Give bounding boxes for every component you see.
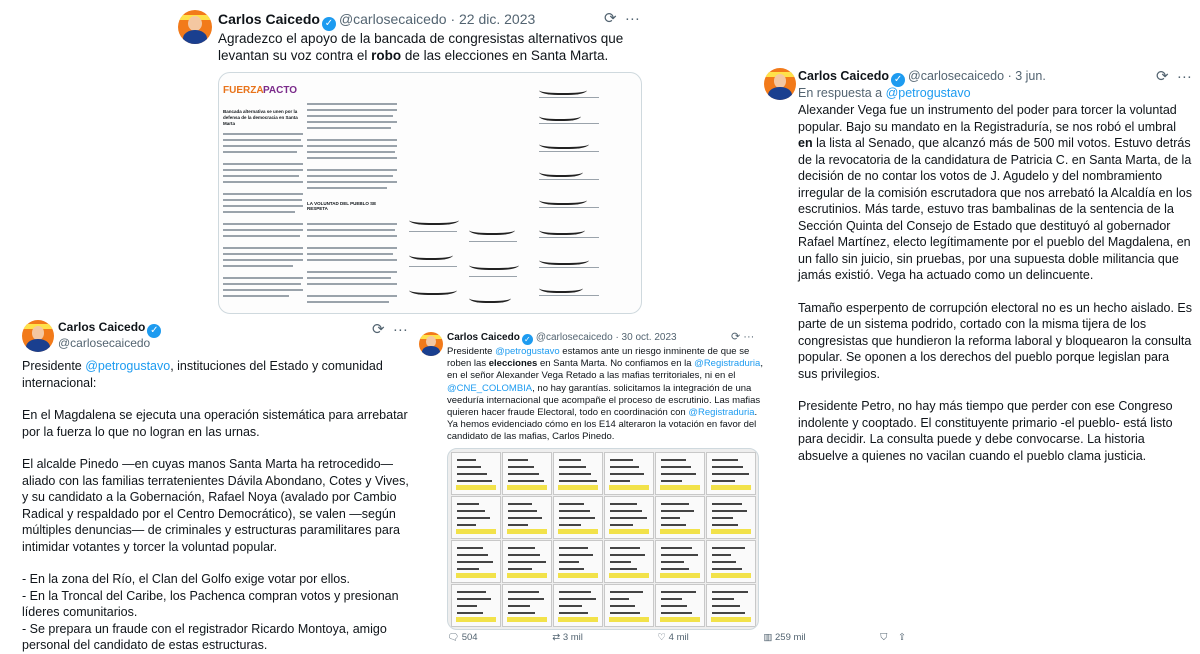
e14-forms-image[interactable]	[447, 448, 759, 630]
tweet-2	[756, 60, 1200, 463]
tweet-date[interactable]: · 3 jun.	[1007, 69, 1046, 83]
views-button[interactable]: ▥ 259 mil	[763, 632, 806, 643]
author-name[interactable]: Carlos Caicedo	[58, 320, 146, 334]
more-icon[interactable]: ···	[743, 331, 755, 343]
tweet-header	[798, 69, 1046, 87]
fuerza-logo: FUERZA	[223, 85, 264, 96]
e14-form-thumb	[502, 584, 552, 627]
e14-form-thumb	[553, 584, 603, 627]
reply-context: En respuesta a @petrogustavo	[798, 86, 971, 100]
mention-link[interactable]: @CNE_COLOMBIA	[447, 382, 533, 394]
e14-form-thumb	[706, 540, 756, 583]
e14-form-thumb	[451, 452, 501, 495]
tweet-4	[415, 328, 907, 650]
tweet-actions	[447, 632, 906, 643]
views-count: 259 mil	[775, 632, 806, 643]
e14-form-thumb	[604, 496, 654, 539]
like-button[interactable]: ♡ 4 mil	[657, 632, 689, 643]
verified-badge-icon: ✓	[891, 73, 905, 87]
e14-form-thumb	[451, 540, 501, 583]
e14-form-thumb	[502, 496, 552, 539]
e14-form-thumb	[553, 452, 603, 495]
author-handle[interactable]: @carlosecaicedo	[908, 69, 1005, 83]
e14-form-thumb	[655, 540, 705, 583]
e14-form-thumb	[502, 452, 552, 495]
tweet-text: Agradezco el apoyo de la bancada de congresistas alternativos que levantan su voz contra el robo de las elecciones en Santa Marta.	[218, 31, 624, 63]
tweet-menu	[604, 9, 640, 27]
more-icon[interactable]: ···	[1176, 68, 1192, 85]
letter-heading: Bancada alternativa se unen por la defensa de la democracia en Santa Marta	[223, 109, 298, 126]
e14-form-thumb	[604, 540, 654, 583]
tweet-text: Alexander Vega fue un instrumento del poder para torcer la voluntad popular. Bajo su mandato en la Registraduría, se nos robó el umbral en la lista al Senado, que alcanzó más de 500 mil votos. Estuvo detrás de la revocatoria de la candidatura de Patricia C. en Santa Marta, de la decisión de no contar los votos de J. Agudelo y del nombramiento irregular de la comisión escrutadora que nos arrebató la Alcaldía en los escrutinios. Más tarde, estuvo tras bambalinas de la sentencia de la Sección Quinta del Consejo de Estado que destituyó al gobernador Rafael Martínez, electo legítimamente por el pueblo del Magdalena, en un fallo sin juicio, sin pruebas, por una supuesta doble militancia que jamás existió. Vega ha actuado como un delincuente. Tamaño esperpento de corrupción electoral no es un hecho aislado. Es parte de un sistema podrido, cortado con la misma tijera de los congresistas que hundieron la reforma laboral y bloquearon la consulta popular. Se oponen a los derechos del pueblo porque legislan para sus privilegios. Presidente Petro, no hay más tiempo que perder con ese Congreso indolente y cooptado. El constituyente primario -el pueblo- está listo para decidir. La consulta puede y debe convocarse. La historia absuelve a quienes no vacilan cuando el pueblo clama justicia.	[798, 103, 1193, 463]
avatar[interactable]	[419, 332, 443, 356]
e14-form-thumb	[706, 452, 756, 495]
e14-form-thumb	[604, 452, 654, 495]
tweet-text: Presidente @petrogustavo, instituciones del Estado y comunidad internacional: En el Magdalena se ejecuta una operación sistemática para arrebatar por la fuerza lo que no logran en las urnas. El alcalde Pinedo —en cuyas manos Santa Marta ha retrocedido— aliado con las familias terratenientes Dávila Abondano, Cotes y Vives, y su candidato a la Gobernación, Rafael Noya (avalado por Cambio Radical y respaldado por el Centro Democrático), se valen —según múltiples denuncias— de criminales y estructuras paramilitares para intimidar votantes y torcer la voluntad popular. - En la zona del Río, el Clan del Golfo exige votar por ellos. - En la Troncal del Caribe, los Pachenca compran votos y presionan líderes comunitarios. - Se prepara un fraude con el registrador Ricardo Montoya, amigo personal del candidato de estas estructuras.	[22, 359, 409, 652]
share-icon[interactable]: ⇪	[898, 632, 907, 643]
tweet-menu	[1156, 67, 1192, 85]
avatar[interactable]	[22, 320, 54, 352]
e14-form-thumb	[655, 496, 705, 539]
avatar[interactable]	[178, 10, 212, 44]
letter-footer: LA VOLUNTAD DEL PUEBLO SE RESPETA	[307, 201, 377, 211]
repost-button[interactable]: ⇄ 3 mil	[552, 632, 583, 643]
grok-icon[interactable]: ⟳	[372, 321, 385, 338]
e14-form-thumb	[451, 496, 501, 539]
tweet-date[interactable]: · 30 oct. 2023	[615, 332, 677, 343]
tweet-1	[170, 0, 650, 318]
tweet-menu	[731, 330, 754, 343]
grok-icon[interactable]: ⟳	[604, 10, 617, 27]
like-count: 4 mil	[668, 632, 689, 643]
author-handle[interactable]: @carlosecaicedo	[338, 11, 447, 27]
tweet-header	[218, 11, 535, 31]
tweet-header	[447, 332, 677, 345]
avatar[interactable]	[764, 68, 796, 100]
grok-icon[interactable]: ⟳	[1156, 68, 1169, 85]
mention-link[interactable]: @Registraduria	[688, 407, 755, 419]
author-name[interactable]: Carlos Caicedo	[798, 69, 890, 83]
e14-form-thumb	[655, 452, 705, 495]
letter-image[interactable]	[218, 72, 642, 314]
mention-link[interactable]: @petrogustavo	[885, 86, 971, 100]
e14-form-thumb	[655, 584, 705, 627]
more-icon[interactable]: ···	[624, 10, 640, 27]
verified-badge-icon: ✓	[147, 324, 161, 338]
e14-form-thumb	[502, 540, 552, 583]
tweet-text: Presidente @petrogustavo estamos ante un riesgo inminente de que se roben las elecciones en Santa Marta. No confiamos en la @Registraduria, en el señor Alexander Vega Retado a las mafias territoriales, ni en el @CNE_COLOMBIA, no hay garantías. solicitamos la integración de una veeduría internacional que acompañe el proceso de escrutinio. Las mafias quieren hacer fraude Electoral, todo en coordinación con @Registraduria. Ya hemos evidenciado cómo en los E14 alteraron la votación en favor del candidato de las mafias, Carlos Pinedo.	[447, 346, 763, 443]
e14-form-thumb	[706, 584, 756, 627]
e14-form-thumb	[553, 496, 603, 539]
e14-form-thumb	[553, 540, 603, 583]
pacto-logo: PACTO	[263, 85, 298, 96]
e14-form-thumb	[451, 584, 501, 627]
grok-icon[interactable]: ⟳	[731, 331, 741, 343]
tweet-3	[14, 318, 414, 650]
reply-count: 504	[461, 632, 478, 643]
e14-form-thumb	[706, 496, 756, 539]
mention-link[interactable]: @petrogustavo	[85, 359, 171, 373]
mention-link[interactable]: @petrogustavo	[495, 346, 560, 357]
author-handle[interactable]: @carlosecaicedo	[535, 332, 613, 343]
author-name[interactable]: Carlos Caicedo	[218, 11, 320, 27]
e14-form-thumb	[604, 584, 654, 627]
reply-button[interactable]: 🗨 504	[447, 632, 478, 643]
author-name[interactable]: Carlos Caicedo	[447, 332, 520, 343]
tweet-date[interactable]: · 22 dic. 2023	[450, 11, 536, 27]
mention-link[interactable]: @Registraduria	[694, 358, 761, 370]
author-handle[interactable]: @carlosecaicedo	[58, 336, 151, 350]
bookmark-icon[interactable]: ⛉	[880, 632, 888, 643]
verified-badge-icon: ✓	[322, 17, 336, 31]
verified-badge-icon: ✓	[522, 334, 533, 345]
more-icon[interactable]: ···	[392, 321, 408, 338]
tweet-menu	[372, 320, 408, 338]
repost-count: 3 mil	[562, 632, 583, 643]
